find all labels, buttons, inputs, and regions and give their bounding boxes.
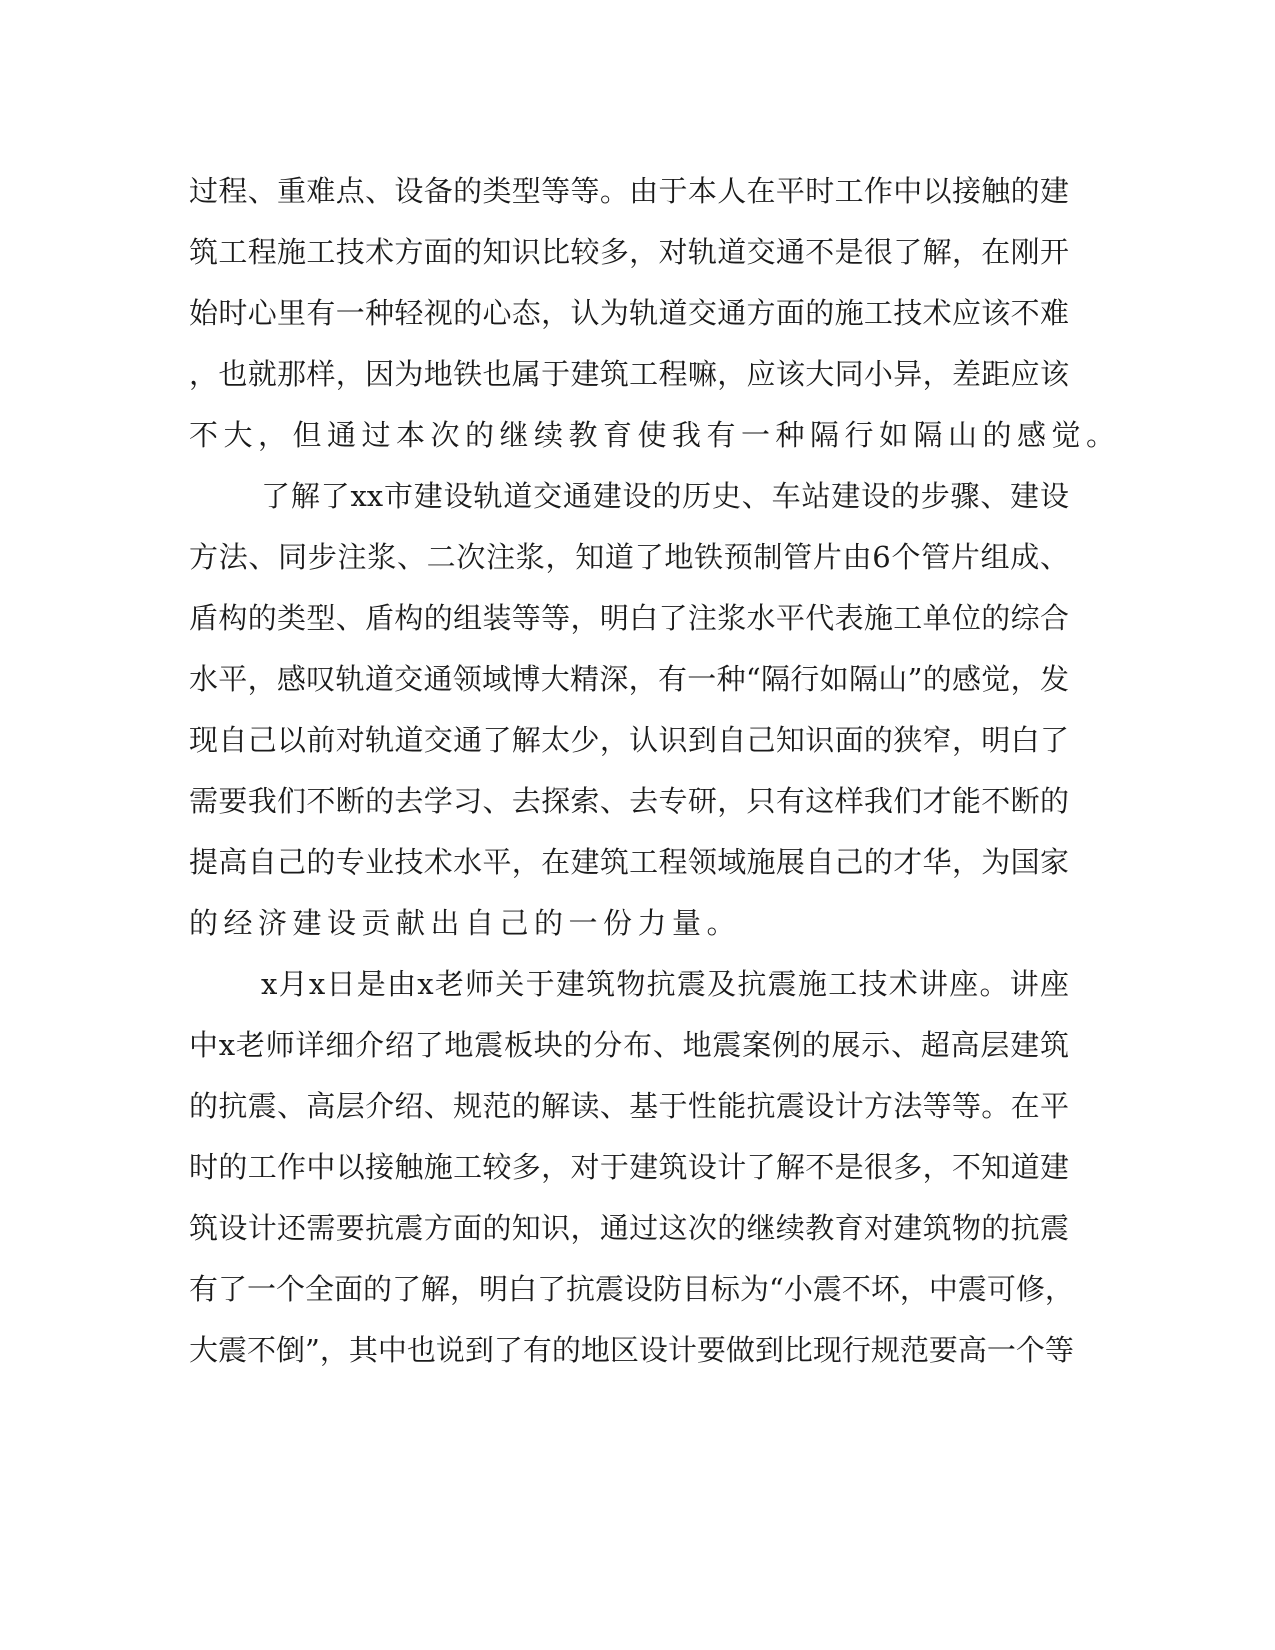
text-line: 时的工作中以接触施工较多，对于建筑设计了解不是很多，不知道建: [189, 1150, 1069, 1184]
body-text: [189, 161, 1121, 1381]
text-line: 提高自己的专业技术水平，在建筑工程领域施展自己的才华，为国家: [189, 845, 1069, 879]
text-line: 盾构的类型、盾构的组装等等，明白了注浆水平代表施工单位的综合: [189, 601, 1069, 635]
text-line: 不大，但通过本次的继续教育使我有一种隔行如隔山的感觉。: [189, 418, 1121, 452]
text-line: 有了一个全面的了解，明白了抗震设防目标为“小震不坏，中震可修，: [189, 1272, 1074, 1306]
text-line: 的经济建设贡献出自己的一份力量。: [189, 906, 742, 940]
paragraph-1: [189, 161, 1121, 466]
text-line: 筑工程施工技术方面的知识比较多，对轨道交通不是很了解，在刚开: [189, 235, 1069, 269]
text-line: 需要我们不断的去学习、去探索、去专研，只有这样我们才能不断的: [189, 784, 1069, 818]
paragraph-3: [189, 954, 1074, 1381]
text-line: x月x日是由x老师关于建筑物抗震及抗震施工技术讲座。讲座: [261, 967, 1069, 1001]
text-line: 筑设计还需要抗震方面的知识，通过这次的继续教育对建筑物的抗震: [189, 1211, 1069, 1245]
text-line: 中x老师详细介绍了地震板块的分布、地震案例的展示、超高层建筑: [189, 1028, 1069, 1062]
text-line: 大震不倒”，其中也说到了有的地区设计要做到比现行规范要高一个等: [189, 1333, 1074, 1367]
text-line: 的抗震、高层介绍、规范的解读、基于性能抗震设计方法等等。在平: [189, 1089, 1069, 1123]
text-line: 了解了xx市建设轨道交通建设的历史、车站建设的步骤、建设: [261, 479, 1069, 513]
text-line: 过程、重难点、设备的类型等等。由于本人在平时工作中以接触的建: [189, 174, 1069, 208]
paragraph-2: [189, 466, 1069, 954]
text-line: 水平，感叹轨道交通领域博大精深，有一种“隔行如隔山”的感觉，发: [189, 662, 1069, 696]
text-line: 现自己以前对轨道交通了解太少，认识到自己知识面的狭窄，明白了: [189, 723, 1069, 757]
text-line: ，也就那样，因为地铁也属于建筑工程嘛，应该大同小异，差距应该: [189, 357, 1069, 391]
text-line: 始时心里有一种轻视的心态，认为轨道交通方面的施工技术应该不难: [189, 296, 1069, 330]
text-line: 方法、同步注浆、二次注浆，知道了地铁预制管片由6个管片组成、: [189, 540, 1069, 574]
